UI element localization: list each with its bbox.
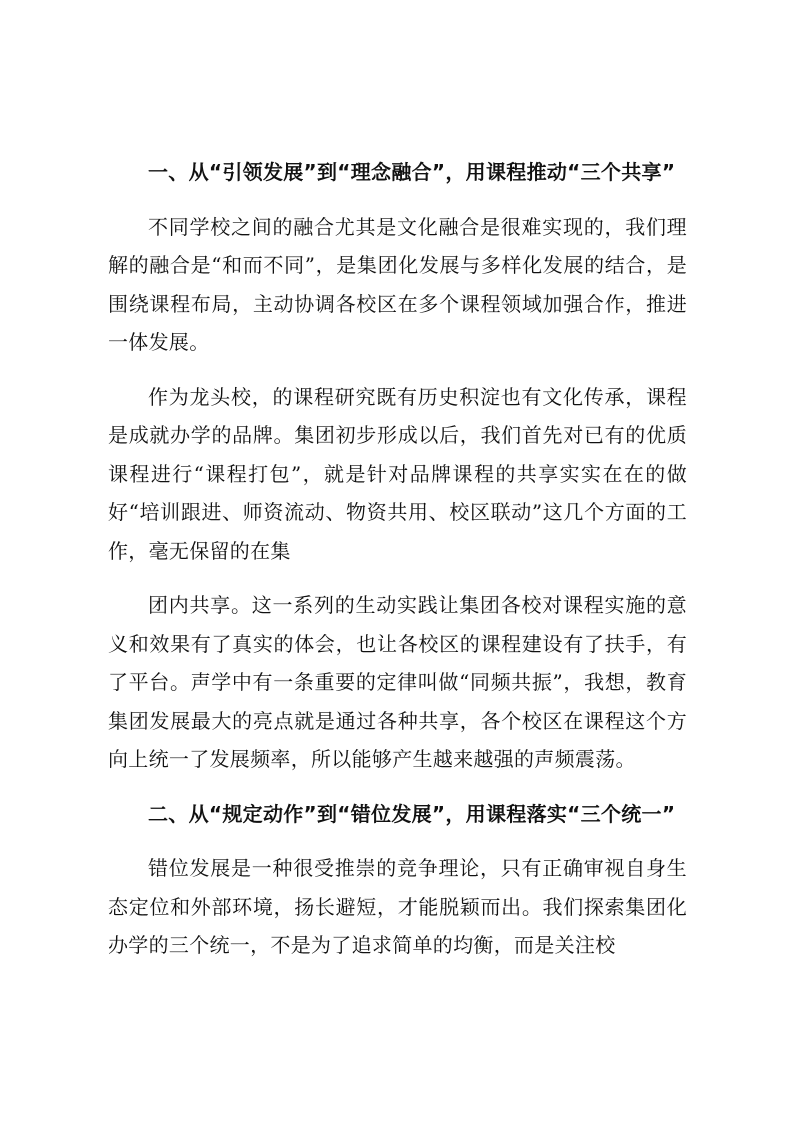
spacer — [108, 362, 687, 378]
document-page — [108, 153, 687, 965]
spacer — [108, 570, 687, 586]
spacer — [108, 833, 687, 849]
spacer — [108, 779, 687, 795]
spacer — [108, 192, 687, 208]
section-heading-2: 二、从“规定动作”到“错位发展”，用课程落实“三个统一” — [148, 801, 676, 826]
paragraph-2: 作为龙头校，的课程研究既有历史积淀也有文化传承，课程是成就办学的品牌。集团初步形成以后，我们首先对已有的优质课程进行“课程打包”，就是针对品牌课程的共享实实在在的做好“培训跟进、师资流动、物资共用、校区联动”这几个方面的工作，毫无保留的在集 — [108, 384, 687, 563]
paragraph-3: 团内共享。这一系列的生动实践让集团各校对课程实施的意义和效果有了真实的体会，也让各校区的课程建设有了扶手，有了平台。声学中有一条重要的定律叫做“同频共振”，我想，教育集团发展最大的亮点就是通过各种共享，各个校区在课程这个方向上统一了发展频率，所以能够产生越来越强的声频震荡。 — [108, 593, 687, 771]
paragraph-1: 不同学校之间的融合尤其是文化融合是很难实现的，我们理解的融合是“和而不同”，是集团化发展与多样化发展的结合，是围绕课程布局，主动协调各校区在多个课程领域加强合作，推进一体发展。 — [108, 214, 687, 354]
section-heading-1: 一、从“引领发展”到“理念融合”，用课程推动“三个共享” — [148, 160, 676, 184]
paragraph-4: 错位发展是一种很受推崇的竞争理论，只有正确审视自身生态定位和外部环境，扬长避短，才能脱颖而出。我们探索集团化办学的三个统一，不是为了追求简单的均衡，而是关注校 — [108, 856, 687, 957]
